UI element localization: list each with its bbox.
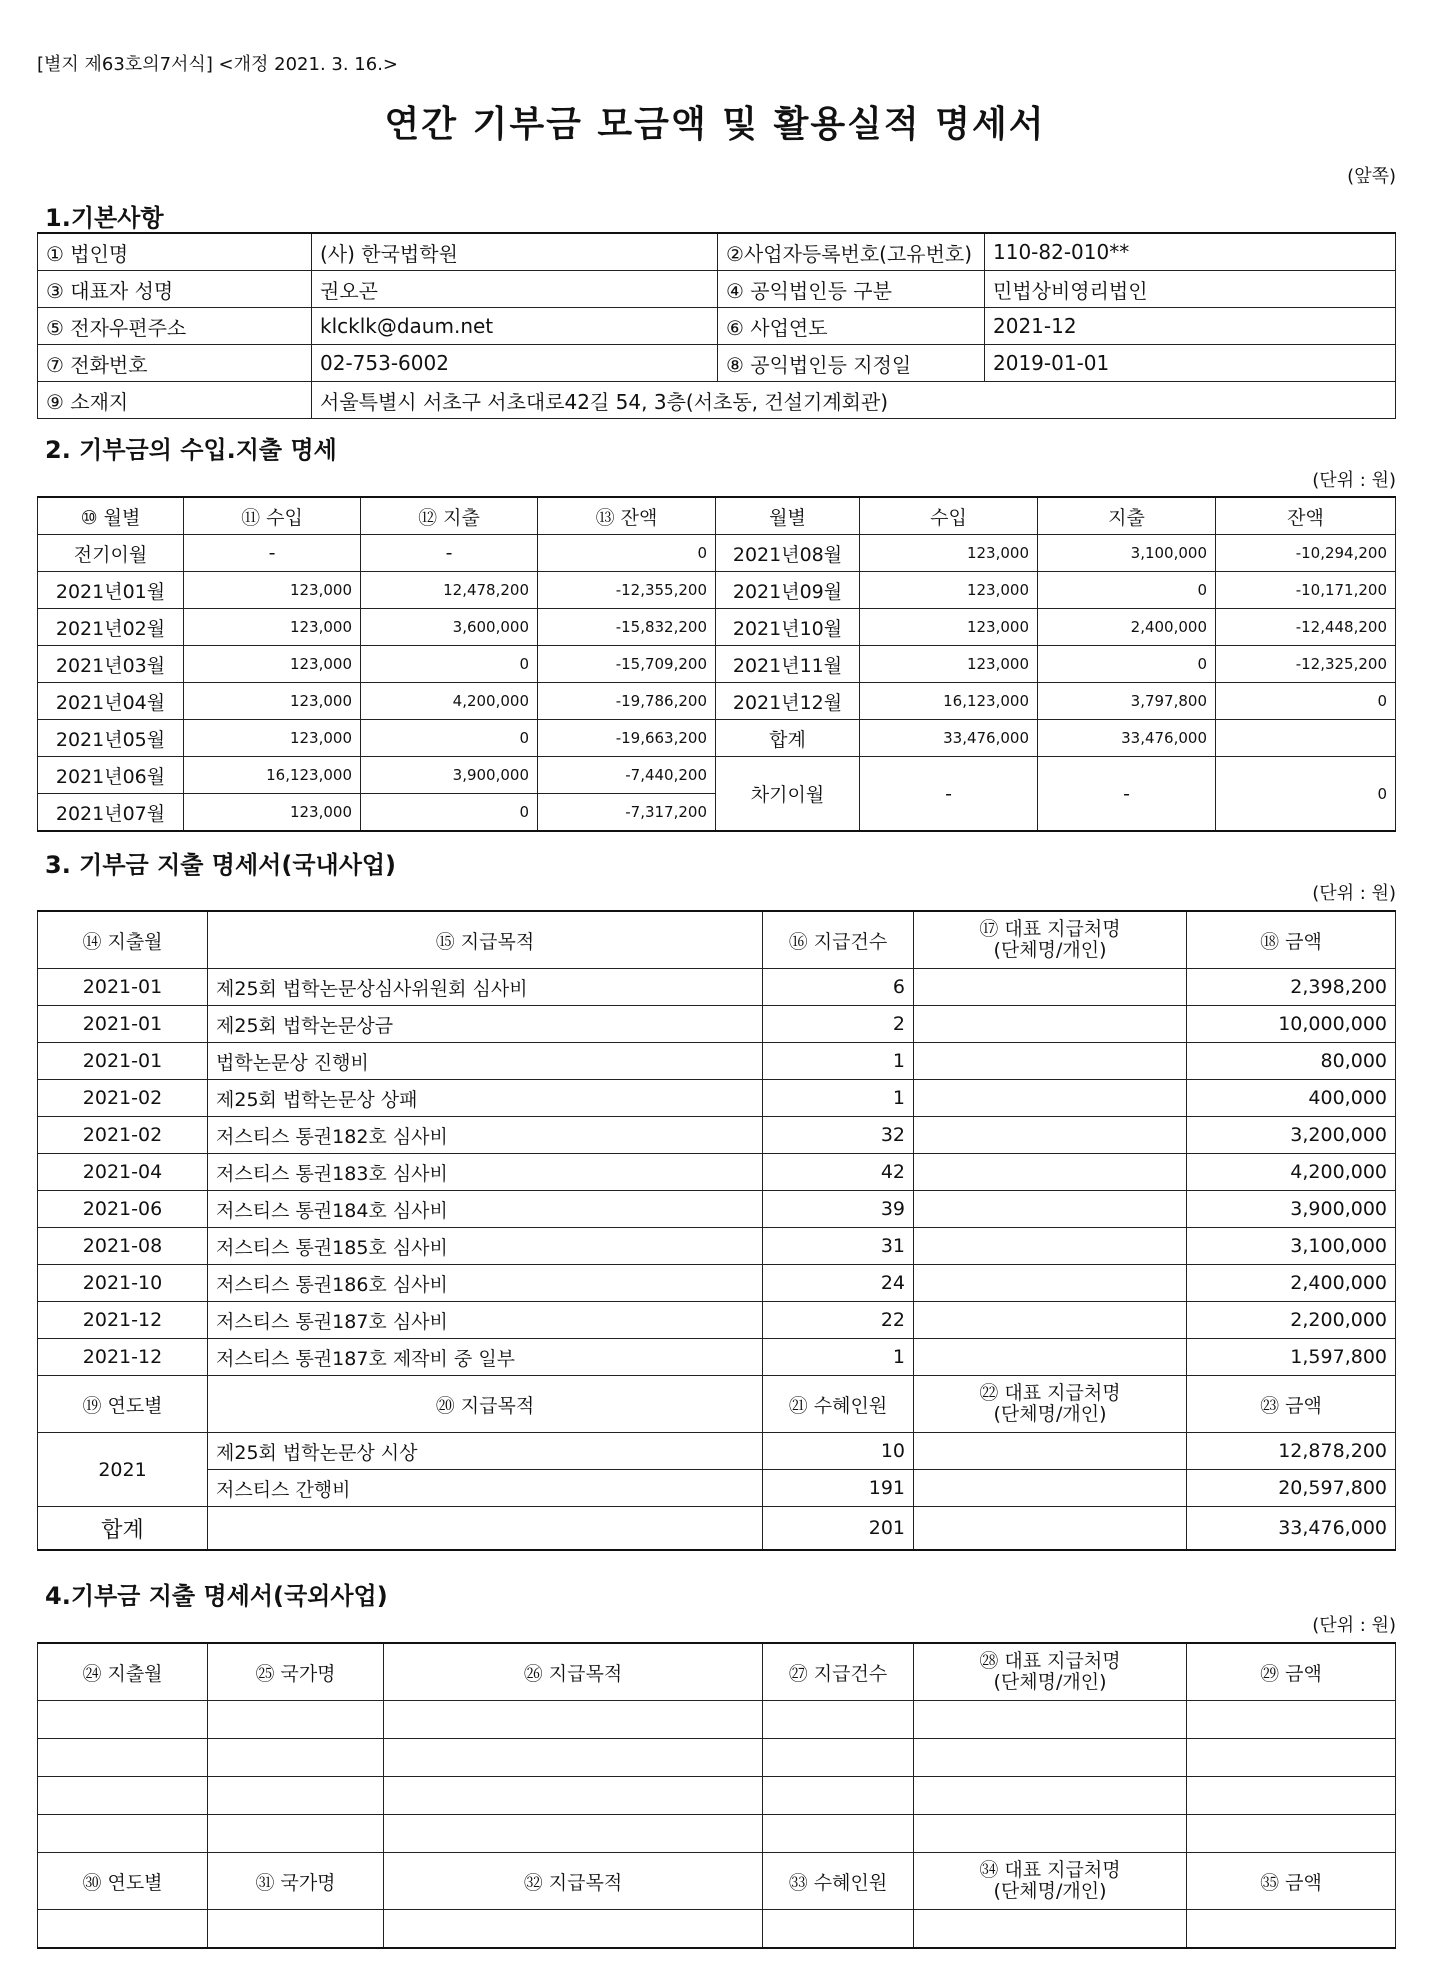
column-header: ⑯ 지급건수 [763, 911, 914, 969]
empty-cell [914, 1701, 1187, 1739]
month-cell: 2021-04 [38, 1154, 208, 1191]
income-cell: 123,000 [184, 683, 361, 720]
empty-cell [914, 1739, 1187, 1777]
expense-row [38, 1339, 1396, 1376]
column-header: ㉝ 수혜인원 [763, 1853, 914, 1910]
header-row [38, 1643, 1396, 1701]
info-value: (사) 한국법학원 [312, 233, 718, 271]
info-row [38, 233, 1396, 271]
year-cell: 2021 [38, 1433, 208, 1507]
column-header: ⑳ 지급목적 [208, 1376, 763, 1433]
month-cell: 2021년10월 [716, 609, 860, 646]
column-header: ㉖ 지급목적 [384, 1643, 763, 1701]
expense-cell: 3,100,000 [1038, 535, 1216, 572]
empty-cell [38, 1910, 208, 1949]
column-header: ㉜ 지급목적 [384, 1853, 763, 1910]
payee-cell [914, 1043, 1187, 1080]
amount-cell: 4,200,000 [1187, 1154, 1396, 1191]
column-header [914, 1376, 1187, 1433]
empty-cell [208, 1910, 384, 1949]
month-cell: 2021년11월 [716, 646, 860, 683]
info-label: ⑦ 전화번호 [38, 345, 312, 382]
expense-row [38, 969, 1396, 1006]
empty-row [38, 1815, 1396, 1853]
count-cell: 22 [763, 1302, 914, 1339]
amount-cell: 1,597,800 [1187, 1339, 1396, 1376]
expense-row [38, 1080, 1396, 1117]
payee-cell [914, 1117, 1187, 1154]
income-cell: 123,000 [184, 572, 361, 609]
amount-cell: 400,000 [1187, 1080, 1396, 1117]
balance-cell: -19,663,200 [538, 720, 716, 757]
total-cell [208, 1507, 763, 1551]
empty-cell [208, 1815, 384, 1853]
month-cell: 합계 [716, 720, 860, 757]
column-header: ⑲ 연도별 [38, 1376, 208, 1433]
income-cell: 123,000 [184, 646, 361, 683]
column-header: ⑪ 수입 [184, 497, 361, 535]
section4-title: 4.기부금 지출 명세서(국외사업) [45, 1582, 388, 1610]
balance-cell: -15,709,200 [538, 646, 716, 683]
empty-row [38, 1777, 1396, 1815]
column-header: ㉓ 금액 [1187, 1376, 1396, 1433]
purpose-cell: 제25회 법학논문상 상패 [208, 1080, 763, 1117]
column-header: ㉗ 지급건수 [763, 1643, 914, 1701]
section2-unit: (단위 : 원) [1312, 470, 1396, 491]
header-row [38, 1376, 1396, 1433]
month-row [38, 646, 1396, 683]
empty-cell [763, 1815, 914, 1853]
balance-cell: -10,294,200 [1216, 535, 1396, 572]
empty-cell [1187, 1910, 1396, 1949]
section1-title: 1.기본사항 [45, 204, 164, 232]
carry-label: 차기이월 [716, 757, 860, 832]
income-cell: - [184, 535, 361, 572]
payee-cell [914, 1006, 1187, 1043]
column-header: ㉚ 연도별 [38, 1853, 208, 1910]
info-value: 2019-01-01 [985, 345, 1396, 382]
month-row [38, 535, 1396, 572]
section4-unit: (단위 : 원) [1312, 1615, 1396, 1636]
count-cell: 1 [763, 1080, 914, 1117]
amount-cell: 20,597,800 [1187, 1470, 1396, 1507]
income-cell: 123,000 [860, 572, 1038, 609]
column-header: ㉑ 수혜인원 [763, 1376, 914, 1433]
amount-cell: 3,100,000 [1187, 1228, 1396, 1265]
expense-cell: 33,476,000 [1038, 720, 1216, 757]
count-cell: 191 [763, 1470, 914, 1507]
expense-row [38, 1154, 1396, 1191]
header-line: (단체명/개인) [993, 939, 1107, 961]
count-cell: 1 [763, 1339, 914, 1376]
empty-cell [1187, 1777, 1396, 1815]
expense-row [38, 1006, 1396, 1043]
expense-cell: 3,600,000 [361, 609, 538, 646]
info-row [38, 308, 1396, 345]
balance-cell: 0 [1216, 683, 1396, 720]
month-cell: 2021-01 [38, 1043, 208, 1080]
empty-cell [1187, 1739, 1396, 1777]
info-value: 권오곤 [312, 271, 718, 308]
balance-cell: -15,832,200 [538, 609, 716, 646]
income-cell: 123,000 [860, 535, 1038, 572]
income-cell: 33,476,000 [860, 720, 1038, 757]
total-label: 합계 [38, 1507, 208, 1551]
month-cell: 2021년12월 [716, 683, 860, 720]
empty-cell [384, 1777, 763, 1815]
month-cell: 2021-10 [38, 1265, 208, 1302]
info-label: ① 법인명 [38, 233, 312, 271]
count-cell: 10 [763, 1433, 914, 1470]
balance-cell: 0 [538, 535, 716, 572]
header-line: (단체명/개인) [993, 1880, 1107, 1902]
month-cell: 2021-02 [38, 1117, 208, 1154]
purpose-cell: 저스티스 간행비 [208, 1470, 763, 1507]
empty-cell [384, 1910, 763, 1949]
expense-cell: 3,797,800 [1038, 683, 1216, 720]
month-cell: 2021년01월 [38, 572, 184, 609]
total-row [38, 1507, 1396, 1551]
empty-cell [763, 1777, 914, 1815]
column-header [914, 1853, 1187, 1910]
header-row [38, 1853, 1396, 1910]
payee-cell [914, 1154, 1187, 1191]
count-cell: 2 [763, 1006, 914, 1043]
expense-row [38, 1228, 1396, 1265]
header-line: ㉘ 대표 지급처명 [979, 1650, 1121, 1673]
month-row [38, 683, 1396, 720]
header-line: (단체명/개인) [993, 1403, 1107, 1425]
month-cell: 2021년02월 [38, 609, 184, 646]
column-header: ⑭ 지출월 [38, 911, 208, 969]
info-label: ⑤ 전자우편주소 [38, 308, 312, 345]
info-row [38, 345, 1396, 382]
empty-cell [1187, 1815, 1396, 1853]
amount-cell: 80,000 [1187, 1043, 1396, 1080]
empty-cell [208, 1701, 384, 1739]
month-cell: 2021년06월 [38, 757, 184, 794]
balance-cell: -12,325,200 [1216, 646, 1396, 683]
purpose-cell: 저스티스 통권185호 심사비 [208, 1228, 763, 1265]
empty-cell [763, 1739, 914, 1777]
expense-cell: 2,400,000 [1038, 609, 1216, 646]
empty-row [38, 1910, 1396, 1949]
balance-cell: -12,355,200 [538, 572, 716, 609]
expense-cell: 0 [361, 794, 538, 832]
column-header [914, 1643, 1187, 1701]
column-header: 수입 [860, 497, 1038, 535]
info-value: 민법상비영리법인 [985, 271, 1396, 308]
expense-row [38, 1191, 1396, 1228]
income-expense-table [37, 496, 1396, 832]
carry-balance: 0 [1216, 757, 1396, 832]
form-number: [별지 제63호의7서식] <개정 2021. 3. 16.> [37, 54, 398, 75]
month-row [38, 720, 1396, 757]
year-row [38, 1433, 1396, 1470]
amount-cell: 3,900,000 [1187, 1191, 1396, 1228]
income-cell: 123,000 [860, 646, 1038, 683]
column-header: ㉙ 금액 [1187, 1643, 1396, 1701]
expense-row [38, 1117, 1396, 1154]
month-row [38, 609, 1396, 646]
empty-cell [208, 1739, 384, 1777]
expense-cell: 0 [1038, 646, 1216, 683]
column-header: 지출 [1038, 497, 1216, 535]
payee-cell [914, 1433, 1187, 1470]
column-header: 월별 [716, 497, 860, 535]
month-cell: 2021년09월 [716, 572, 860, 609]
month-row [38, 572, 1396, 609]
amount-cell: 12,878,200 [1187, 1433, 1396, 1470]
income-cell: 16,123,000 [860, 683, 1038, 720]
info-row [38, 271, 1396, 308]
header-line: ㉞ 대표 지급처명 [979, 1859, 1121, 1882]
month-cell: 2021년07월 [38, 794, 184, 832]
empty-cell [38, 1701, 208, 1739]
year-row [38, 1470, 1396, 1507]
header-row [38, 497, 1396, 535]
count-cell: 1 [763, 1043, 914, 1080]
amount-cell: 2,200,000 [1187, 1302, 1396, 1339]
count-cell: 39 [763, 1191, 914, 1228]
purpose-cell: 저스티스 통권184호 심사비 [208, 1191, 763, 1228]
expense-cell: 4,200,000 [361, 683, 538, 720]
balance-cell: -7,317,200 [538, 794, 716, 832]
expense-cell: 0 [361, 646, 538, 683]
month-cell: 2021년04월 [38, 683, 184, 720]
expense-cell: - [361, 535, 538, 572]
amount-cell: 2,398,200 [1187, 969, 1396, 1006]
info-value: 2021-12 [985, 308, 1396, 345]
column-header: 잔액 [1216, 497, 1396, 535]
info-label: ⑧ 공익법인등 지정일 [718, 345, 985, 382]
month-cell: 2021년08월 [716, 535, 860, 572]
month-cell: 2021-01 [38, 969, 208, 1006]
income-cell: 123,000 [184, 794, 361, 832]
expense-cell: 0 [361, 720, 538, 757]
amount-cell: 10,000,000 [1187, 1006, 1396, 1043]
count-cell: 32 [763, 1117, 914, 1154]
empty-cell [384, 1815, 763, 1853]
month-cell: 2021-08 [38, 1228, 208, 1265]
purpose-cell: 저스티스 통권182호 심사비 [208, 1117, 763, 1154]
balance-cell [1216, 720, 1396, 757]
info-label: ②사업자등록번호(고유번호) [718, 233, 985, 271]
column-header: ⑩ 월별 [38, 497, 184, 535]
month-cell: 2021-01 [38, 1006, 208, 1043]
income-cell: 123,000 [184, 609, 361, 646]
domestic-expense-table [37, 910, 1396, 1551]
info-label: ④ 공익법인등 구분 [718, 271, 985, 308]
info-label: ⑥ 사업연도 [718, 308, 985, 345]
payee-cell [914, 969, 1187, 1006]
empty-cell [1187, 1701, 1396, 1739]
empty-cell [384, 1701, 763, 1739]
column-header: ⑱ 금액 [1187, 911, 1396, 969]
empty-cell [914, 1777, 1187, 1815]
payee-cell [914, 1339, 1187, 1376]
purpose-cell: 저스티스 통권187호 심사비 [208, 1302, 763, 1339]
count-cell: 6 [763, 969, 914, 1006]
purpose-cell: 저스티스 통권186호 심사비 [208, 1265, 763, 1302]
month-cell: 2021년05월 [38, 720, 184, 757]
month-cell: 2021-06 [38, 1191, 208, 1228]
total-count: 201 [763, 1507, 914, 1551]
column-header: ⑮ 지급목적 [208, 911, 763, 969]
amount-cell: 3,200,000 [1187, 1117, 1396, 1154]
carry-expense: - [1038, 757, 1216, 832]
info-value: 서울특별시 서초구 서초대로42길 54, 3층(서초동, 건설기계회관) [312, 382, 1396, 419]
column-header: ㉟ 금액 [1187, 1853, 1396, 1910]
expense-cell: 12,478,200 [361, 572, 538, 609]
count-cell: 24 [763, 1265, 914, 1302]
expense-row [38, 1043, 1396, 1080]
section3-unit: (단위 : 원) [1312, 883, 1396, 904]
month-cell: 전기이월 [38, 535, 184, 572]
empty-cell [38, 1739, 208, 1777]
section2-title: 2. 기부금의 수입.지출 명세 [45, 436, 337, 464]
payee-cell [914, 1080, 1187, 1117]
month-cell: 2021-02 [38, 1080, 208, 1117]
payee-cell [914, 1470, 1187, 1507]
expense-row [38, 1302, 1396, 1339]
empty-cell [384, 1739, 763, 1777]
header-line: ㉒ 대표 지급처명 [979, 1382, 1121, 1405]
purpose-cell: 제25회 법학논문상금 [208, 1006, 763, 1043]
count-cell: 31 [763, 1228, 914, 1265]
empty-row [38, 1739, 1396, 1777]
total-amount: 33,476,000 [1187, 1507, 1396, 1551]
page-title: 연간 기부금 모금액 및 활용실적 명세서 [384, 104, 1046, 145]
balance-cell: -12,448,200 [1216, 609, 1396, 646]
purpose-cell: 제25회 법학논문상심사위원회 심사비 [208, 969, 763, 1006]
purpose-cell: 법학논문상 진행비 [208, 1043, 763, 1080]
column-header: ㉛ 국가명 [208, 1853, 384, 1910]
purpose-cell: 제25회 법학논문상 시상 [208, 1433, 763, 1470]
empty-cell [914, 1910, 1187, 1949]
count-cell: 42 [763, 1154, 914, 1191]
purpose-cell: 저스티스 통권187호 제작비 중 일부 [208, 1339, 763, 1376]
carry-income: - [860, 757, 1038, 832]
payee-cell [914, 1302, 1187, 1339]
total-cell [914, 1507, 1187, 1551]
payee-cell [914, 1228, 1187, 1265]
amount-cell: 2,400,000 [1187, 1265, 1396, 1302]
column-header: ㉕ 국가명 [208, 1643, 384, 1701]
column-header: ㉔ 지출월 [38, 1643, 208, 1701]
income-cell: 16,123,000 [184, 757, 361, 794]
column-header: ⑫ 지출 [361, 497, 538, 535]
info-value: 110-82-010** [985, 233, 1396, 271]
empty-cell [38, 1815, 208, 1853]
expense-row [38, 1265, 1396, 1302]
empty-cell [914, 1815, 1187, 1853]
empty-row [38, 1701, 1396, 1739]
header-line: ⑰ 대표 지급처명 [979, 918, 1121, 941]
expense-cell: 0 [1038, 572, 1216, 609]
empty-cell [763, 1910, 914, 1949]
page-side-label: (앞쪽) [1347, 166, 1396, 187]
info-label: ⑨ 소재지 [38, 382, 312, 419]
balance-cell: -10,171,200 [1216, 572, 1396, 609]
empty-cell [208, 1777, 384, 1815]
section3-title: 3. 기부금 지출 명세서(국내사업) [45, 851, 397, 879]
info-value: klcklk@daum.net [312, 308, 718, 345]
empty-cell [38, 1777, 208, 1815]
balance-cell: -7,440,200 [538, 757, 716, 794]
balance-cell: -19,786,200 [538, 683, 716, 720]
income-cell: 123,000 [860, 609, 1038, 646]
purpose-cell: 저스티스 통권183호 심사비 [208, 1154, 763, 1191]
basic-info-table [37, 232, 1396, 419]
month-row [38, 757, 1396, 794]
payee-cell [914, 1191, 1187, 1228]
column-header [914, 911, 1187, 969]
info-row-location [38, 382, 1396, 419]
header-row [38, 911, 1396, 969]
income-cell: 123,000 [184, 720, 361, 757]
month-cell: 2021년03월 [38, 646, 184, 683]
month-cell: 2021-12 [38, 1339, 208, 1376]
overseas-expense-table [37, 1642, 1396, 1949]
info-label: ③ 대표자 성명 [38, 271, 312, 308]
info-value: 02-753-6002 [312, 345, 718, 382]
empty-cell [763, 1701, 914, 1739]
payee-cell [914, 1265, 1187, 1302]
month-cell: 2021-12 [38, 1302, 208, 1339]
column-header: ⑬ 잔액 [538, 497, 716, 535]
header-line: (단체명/개인) [993, 1671, 1107, 1693]
expense-cell: 3,900,000 [361, 757, 538, 794]
